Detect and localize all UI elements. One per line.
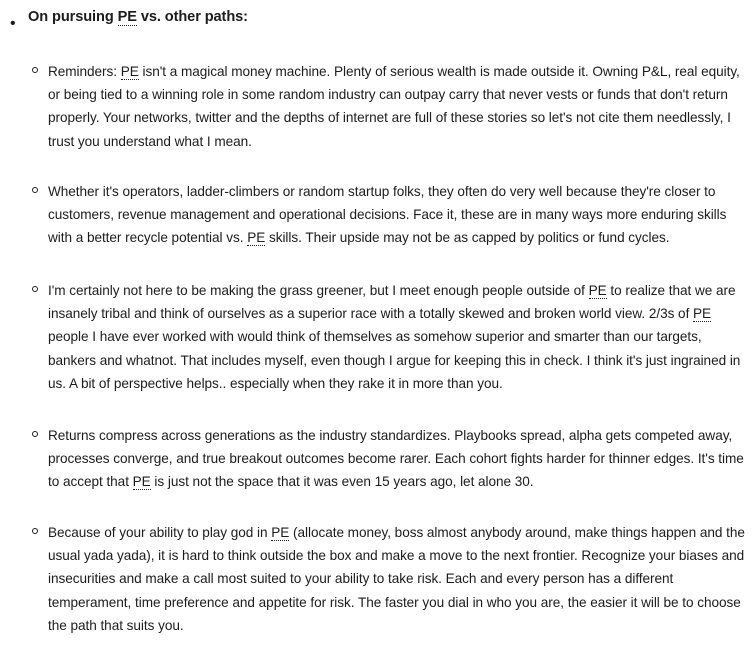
text-segment: Because of your ability to play god in: [48, 525, 272, 540]
hollow-bullet-icon: [32, 528, 38, 534]
abbreviation-pe: PE: [588, 283, 607, 298]
text-segment: Returns compress across generations as the industry standardizes. Playbooks spread, alpha gets competed away, processes converge, and true breakout outcomes become rarer. Each cohort fights harder for thinner edges. It's time to accept that: [48, 428, 744, 490]
heading-text: On pursuing: [28, 9, 118, 25]
paragraph: [48, 180, 748, 250]
paragraph: [48, 521, 748, 637]
abbreviation-pe: PE: [693, 306, 712, 322]
text-segment: I'm certainly not here to be making the grass greener, but I meet enough people outside of: [48, 283, 589, 298]
paragraph: [48, 279, 748, 395]
abbreviation-pe: PE: [271, 525, 290, 540]
text-segment: is just not the space that it was even 15 years ago, let alone 30.: [150, 474, 534, 490]
hollow-bullet-icon: [32, 67, 38, 73]
text-segment: to realize that we are insanely tribal and think of ourselves as a superior race with a totally skewed and broken world view. 2/3s of: [48, 283, 736, 322]
paragraph: [48, 60, 748, 153]
abbreviation-pe: PE: [117, 9, 137, 25]
text-segment: Reminders:: [48, 64, 121, 79]
text-segment: Whether it's operators, ladder-climbers or random startup folks, they often do very well because they're closer to customers, revenue management and operational decisions. Face it, these are in many ways more enduring skills with a better recycle potential vs.: [48, 184, 727, 246]
paragraph: [48, 424, 748, 494]
section-heading: [28, 7, 248, 27]
abbreviation-pe: PE: [247, 230, 266, 246]
text-segment: people I have ever worked with would think of themselves as somehow superior and smarter than our targets, bankers and whatnot. That includes myself, even though I argue for keeping this in check. I think it's just ingrained in us. A bit of perspective helps.. especially when they rake it in more than you.: [48, 329, 741, 391]
hollow-bullet-icon: [32, 187, 38, 193]
bullet-dot: •: [10, 15, 16, 32]
hollow-bullet-icon: [32, 286, 38, 292]
abbreviation-pe: PE: [132, 474, 151, 490]
text-segment: (allocate money, boss almost anybody around, make things happen and the usual yada yada), it is hard to think outside the box and make a move to the next frontier. Recognize your biases and insecurities and make a call most suited to your ability to take risk. Each and every person has a different temperament, time preference and appetite for risk. The faster you dial in who you are, the easier it will be to choose the path that suits you.: [48, 525, 745, 633]
abbreviation-pe: PE: [120, 64, 139, 79]
hollow-bullet-icon: [32, 431, 38, 437]
text-segment: skills. Their upside may not be as capped by politics or fund cycles.: [265, 230, 670, 246]
text-segment: isn't a magical money machine. Plenty of serious wealth is made outside it. Owning P&L, real equity, or being tied to a winning role in some random industry can outpay carry that never vests or funds that don't return properly. Your networks, twitter and the depths of internet are full of these stories so let's not cite them needlessly, I trust you understand what I mean.: [48, 64, 740, 149]
heading-text: vs. other paths:: [136, 9, 248, 25]
